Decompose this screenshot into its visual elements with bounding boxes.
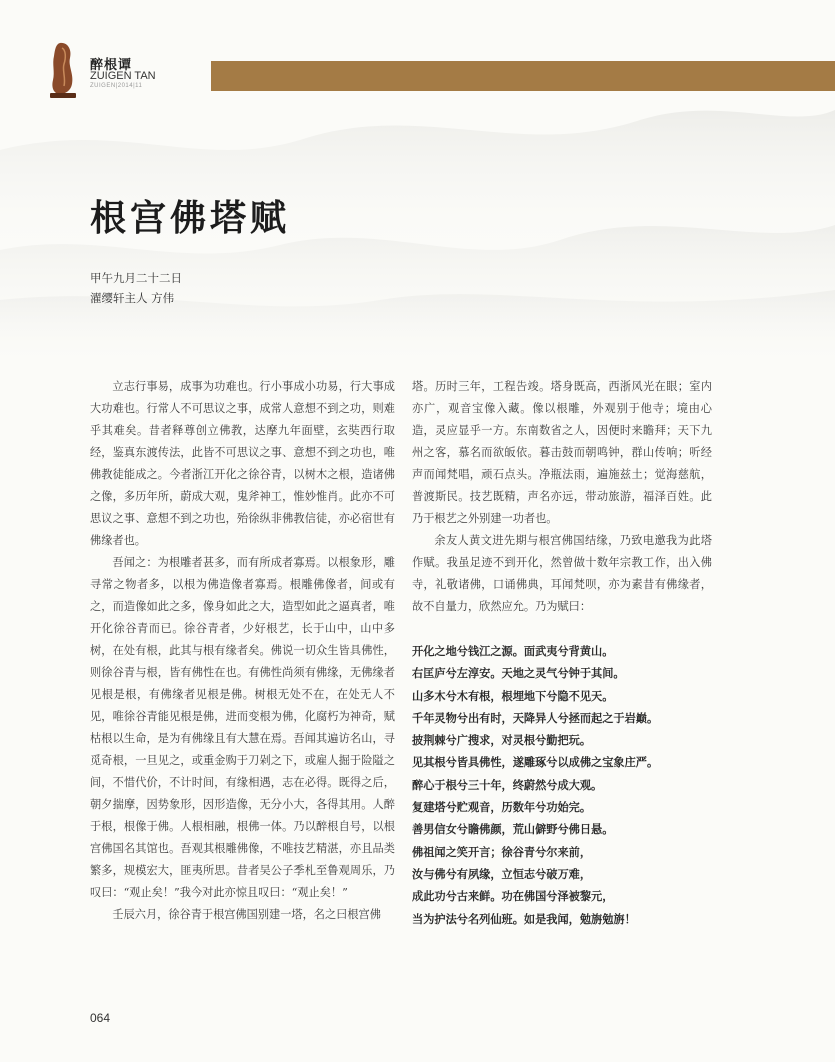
paragraph: 余友人黄文进先期与根宫佛国结缘，乃致电邀我为此塔作赋。我虽足迹不到开化，然曾做十数年宗教工作，出入佛寺，礼敬诸佛，口诵佛典，耳闻梵呗，亦为素昔有佛缘者，故不自量力，欣然应允。乃为赋曰： [412, 534, 712, 613]
page-number: 064 [90, 1011, 111, 1025]
paragraph: 立志行事易，成事为功难也。行小事成小功易，行大事成大功难也。行常人不可思议之事，成常人意想不到之功，则难乎其难矣。昔者释尊创立佛教，达摩九年面壁，玄奘西行取经，鉴真东渡传法，此皆不可思议之事、意想不到之功也，唯佛教徒能成之。今者浙江开化之徐谷青，以树木之根，造诸佛之像，多历年所，蔚成大观，鬼斧神工，惟妙惟肖。此亦不可思议之事、意想不到之功也，殆徐纵非佛教信徒，亦必宿世有佛缘者也。 [90, 380, 395, 547]
paragraph: 壬辰六月，徐谷青于根宫佛国别建一塔，名之曰根宫佛 [112, 908, 381, 921]
paragraph: 吾闻之：为根雕者甚多，而有所成者寡焉。以根象形，雕寻常之物者多，以根为佛造像者寡焉。根雕佛像者，间或有之，而造像如此之多，像身如此之大，造型如此之逼真者，唯开化徐谷青而已。徐谷青者，少好根艺，长于山中，山中多树，在处有根，此其与根有缘者矣。佛说一切众生皆具佛性，则徐谷青与根，皆有佛性在也。有佛性尚须有佛缘，无佛缘者见根是根，有佛缘者见根是佛。树根无处不在，在处无人不见，唯徐谷青能见根是佛，进而变根为佛，化腐朽为神奇，赋枯根以生命，是为有佛缘且有大慧在焉。吾闻其遍访名山，寻觅奇根，一旦见之，或重金购于刀剁之下，或雇人掘于险隘之间，不惜代价，不计时间，有缘相遇，志在必得。既得之后，朝夕揣摩，因势象形，因形造像，无分小大，各得其用。人醉于根，根像于佛。人根相融，根佛一体。乃以醉根自号，以根宫佛国名其馆也。吾观其根雕佛像，不唯技艺精湛，亦且品类繁多，规模宏大，匪夷所思。昔者吴公子季札至鲁观周乐，乃叹曰：“观止矣！”我今对此亦惊且叹曰：“观止矣！” [90, 556, 395, 899]
issue-label: ZUIGEN|2014|11 [90, 83, 143, 89]
poem-line: 当为护法兮名列仙班。如是我闻，勉旃勉旃！ [412, 911, 636, 926]
poem-line: 披荆棘兮广搜求，对灵根兮勤把玩。 [412, 733, 592, 748]
article-meta [90, 268, 182, 308]
poem-block [412, 640, 712, 930]
article-title: 根宫佛塔赋 [90, 198, 291, 239]
brand-chinese-name: 醉根谭 [90, 58, 133, 73]
paragraph: 塔。历时三年，工程告竣。塔身既高，西浙风光在眼；室内亦广，观音宝像入藏。像以根雕，外观别于他寺；境由心造，灵应显乎一方。东南数省之人，因便时来瞻拜；天下九州之客，慕名而欲皈依。暮击鼓而朝鸣钟，群山传响；听经声而闻梵唱，顽石点头。净瓶法雨，遍施兹土；觉海慈航，普渡斯民。技艺既精，声名亦远，带动旅游，福泽百姓。此乃于根艺之外别建一功者也。 [412, 380, 712, 525]
poem-line: 山多木兮木有根，根埋地下兮隐不见天。 [412, 688, 614, 703]
poem-line: 汝与佛兮有夙缘，立恒志兮破万难， [412, 866, 592, 881]
brand-english-name: ZUIGEN TAN [90, 70, 156, 82]
article-author: 濯缨轩主人 方伟 [90, 291, 175, 305]
poem-line: 醉心于根兮三十年，终蔚然兮成大观。 [412, 777, 603, 792]
poem-line: 成此功兮古来鲜。功在佛国兮泽被黎元， [412, 889, 614, 904]
poem-line: 见其根兮皆具佛性，遂雕琢兮以成佛之宝象庄严。 [412, 755, 659, 770]
header-bar [211, 61, 835, 91]
poem-line: 千年灵物兮出有时，天降异人兮拯而起之于岩巅。 [412, 710, 659, 725]
article-date: 甲午九月二十二日 [90, 271, 182, 285]
poem-line: 佛祖闻之笑开言；徐谷青兮尔来前， [412, 844, 592, 859]
body-column-right [412, 376, 712, 930]
poem-line: 右匡庐兮左淳安。天地之灵气兮钟于其间。 [412, 666, 625, 681]
body-column-left [90, 376, 395, 926]
poem-line: 复建塔兮贮观音，历数年兮功始完。 [412, 800, 592, 815]
root-sculpture-icon [46, 40, 82, 100]
poem-line: 开化之地兮钱江之源。面武夷兮背黄山。 [412, 644, 614, 658]
poem-line: 善男信女兮瞻佛颜，荒山僻野兮佛日悬。 [412, 822, 614, 837]
